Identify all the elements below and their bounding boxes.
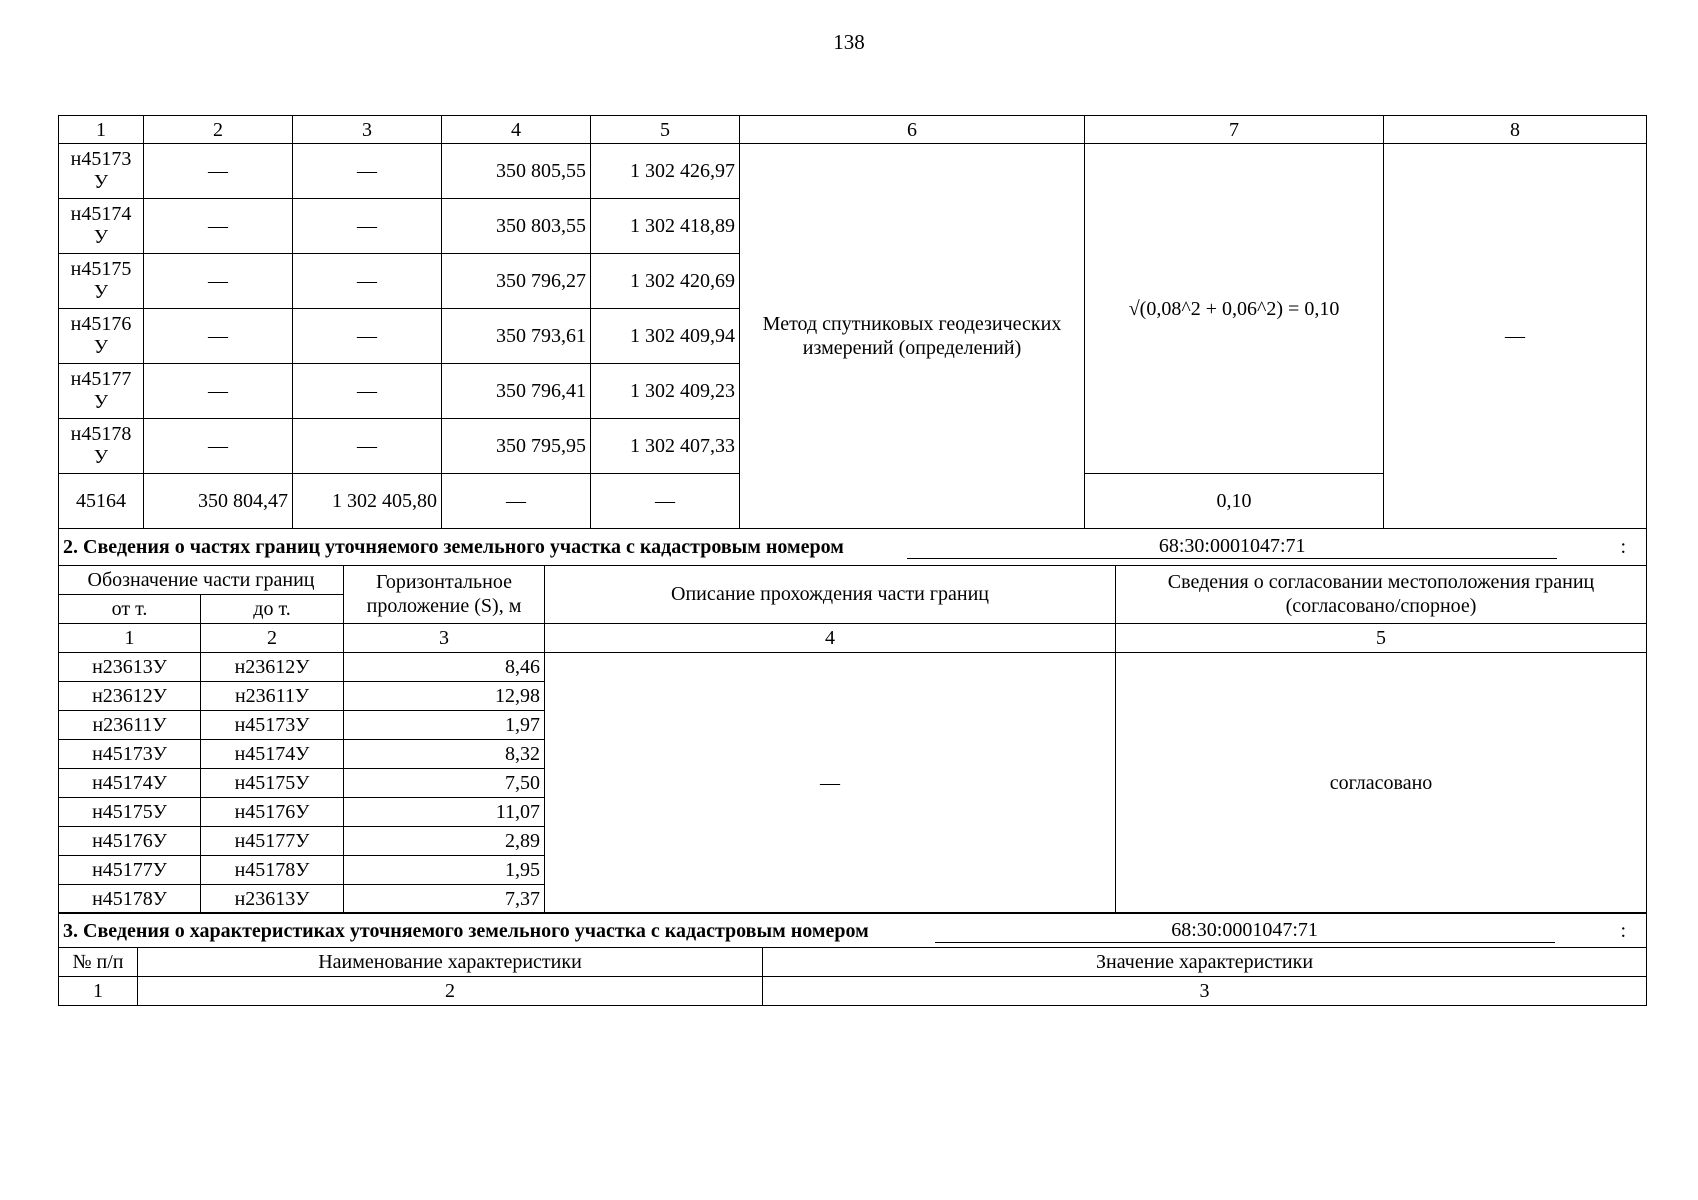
section3-number-row (59, 977, 1647, 1006)
cell-value: — (442, 474, 591, 529)
horizontal-header: Горизонтальное проложение (S), м (344, 565, 545, 623)
cell-value: — (144, 144, 293, 199)
accuracy-formula: √(0,08^2 + 0,06^2) = 0,10 (1085, 144, 1384, 474)
cell-value: — (144, 419, 293, 474)
col-number: 1 (59, 116, 144, 144)
cell-value: 1 302 409,94 (591, 309, 740, 364)
cell-value: 1 302 426,97 (591, 144, 740, 199)
table-row (59, 144, 1647, 199)
cell-value: 350 796,41 (442, 364, 591, 419)
cell-value: 350 803,55 (442, 199, 591, 254)
cell-value: 1 302 405,80 (293, 474, 442, 529)
section3-cadastral-number: 68:30:0001047:71 (935, 918, 1555, 943)
horizontal-distance: 1,95 (344, 855, 545, 884)
cell-value: — (144, 254, 293, 309)
from-point: н45173У (59, 739, 201, 768)
section3-header-row (59, 948, 1647, 977)
horizontal-distance: 11,07 (344, 797, 545, 826)
col-number: 3 (763, 977, 1647, 1006)
horizontal-distance: 8,32 (344, 739, 545, 768)
to-point: н45174У (201, 739, 344, 768)
col-number: 5 (1116, 623, 1647, 652)
from-point: н45174У (59, 768, 201, 797)
from-point: н45176У (59, 826, 201, 855)
accuracy-last: 0,10 (1085, 474, 1384, 529)
to-point: н45177У (201, 826, 344, 855)
col-number: 3 (344, 623, 545, 652)
cell-value: 350 796,27 (442, 254, 591, 309)
to-header: до т. (201, 594, 344, 623)
to-point: н45176У (201, 797, 344, 826)
coordinates-table (58, 115, 1647, 529)
cell-value: — (293, 309, 442, 364)
from-point: н45178У (59, 884, 201, 913)
agreement-value: согласовано (1116, 652, 1647, 913)
section3-colon: : (1620, 919, 1627, 942)
cell-value: — (144, 199, 293, 254)
method-cell: Метод спутниковых геодезических измерений (определений) (740, 144, 1085, 529)
cell-value: 1 302 407,33 (591, 419, 740, 474)
section2-colon: : (1620, 536, 1627, 558)
from-point: н45175У (59, 797, 201, 826)
coordinates-header-row (59, 116, 1647, 144)
section3-title-row (59, 913, 1647, 948)
point-id: н45176 У (59, 309, 144, 364)
point-id: н45178 У (59, 419, 144, 474)
cell-value: 350 795,95 (442, 419, 591, 474)
description-value: — (545, 652, 1116, 913)
num-header: № п/п (59, 948, 138, 977)
horizontal-distance: 2,89 (344, 826, 545, 855)
horizontal-distance: 1,97 (344, 710, 545, 739)
col-number: 4 (545, 623, 1116, 652)
cell-value: 1 302 420,69 (591, 254, 740, 309)
cell-value: 1 302 409,23 (591, 364, 740, 419)
description-header: Описание прохождения части границ (545, 565, 1116, 623)
col-number: 5 (591, 116, 740, 144)
agreement-header: Сведения о согласовании местоположения границ (согласовано/спорное) (1116, 565, 1647, 623)
section2-title: 2. Сведения о частях границ уточняемого земельного участка с кадастровым номером (63, 536, 844, 558)
point-id: н45177 У (59, 364, 144, 419)
point-id: н45174 У (59, 199, 144, 254)
designation-header: Обозначение части границ (59, 565, 344, 594)
cell-value: — (293, 144, 442, 199)
document-content (58, 115, 1646, 1006)
cell-value: — (293, 199, 442, 254)
from-point: н23613У (59, 652, 201, 681)
to-point: н23612У (201, 652, 344, 681)
value-header: Значение характеристики (763, 948, 1647, 977)
section2-number-row (59, 623, 1647, 652)
point-id: н45175 У (59, 254, 144, 309)
cell-value: 1 302 418,89 (591, 199, 740, 254)
cell-value: — (293, 364, 442, 419)
border-parts-table (58, 528, 1647, 914)
col-number: 1 (59, 623, 201, 652)
col-number: 2 (144, 116, 293, 144)
section2-header-row (59, 565, 1647, 594)
section3-heading (63, 918, 1642, 943)
col-number: 8 (1384, 116, 1647, 144)
to-point: н23611У (201, 681, 344, 710)
section2-cadastral-number: 68:30:0001047:71 (907, 534, 1557, 559)
to-point: н23613У (201, 884, 344, 913)
to-point: н45173У (201, 710, 344, 739)
point-id: 45164 (59, 474, 144, 529)
table-row (59, 652, 1647, 681)
cell-value: 350 804,47 (144, 474, 293, 529)
cell-value: 350 793,61 (442, 309, 591, 364)
from-header: от т. (59, 594, 201, 623)
col-number: 6 (740, 116, 1085, 144)
col-number: 4 (442, 116, 591, 144)
cell-value: — (591, 474, 740, 529)
page-number: 138 (833, 30, 865, 54)
cell-value: — (144, 309, 293, 364)
col-number: 3 (293, 116, 442, 144)
cell-value: — (293, 419, 442, 474)
col-number: 2 (201, 623, 344, 652)
col8-value: — (1384, 144, 1647, 529)
cell-value: 350 805,55 (442, 144, 591, 199)
point-id: н45173 У (59, 144, 144, 199)
col-number: 2 (138, 977, 763, 1006)
horizontal-distance: 7,37 (344, 884, 545, 913)
section3-title: 3. Сведения о характеристиках уточняемого земельного участка с кадастровым номером (63, 919, 869, 942)
horizontal-distance: 7,50 (344, 768, 545, 797)
from-point: н23611У (59, 710, 201, 739)
characteristics-table (58, 912, 1647, 1006)
to-point: н45178У (201, 855, 344, 884)
cell-value: — (293, 254, 442, 309)
section2-heading (63, 534, 1642, 559)
col-number: 7 (1085, 116, 1384, 144)
from-point: н23612У (59, 681, 201, 710)
section2-title-row (59, 528, 1647, 565)
col-number: 1 (59, 977, 138, 1006)
name-header: Наименование характеристики (138, 948, 763, 977)
from-point: н45177У (59, 855, 201, 884)
cell-value: — (144, 364, 293, 419)
to-point: н45175У (201, 768, 344, 797)
horizontal-distance: 8,46 (344, 652, 545, 681)
horizontal-distance: 12,98 (344, 681, 545, 710)
